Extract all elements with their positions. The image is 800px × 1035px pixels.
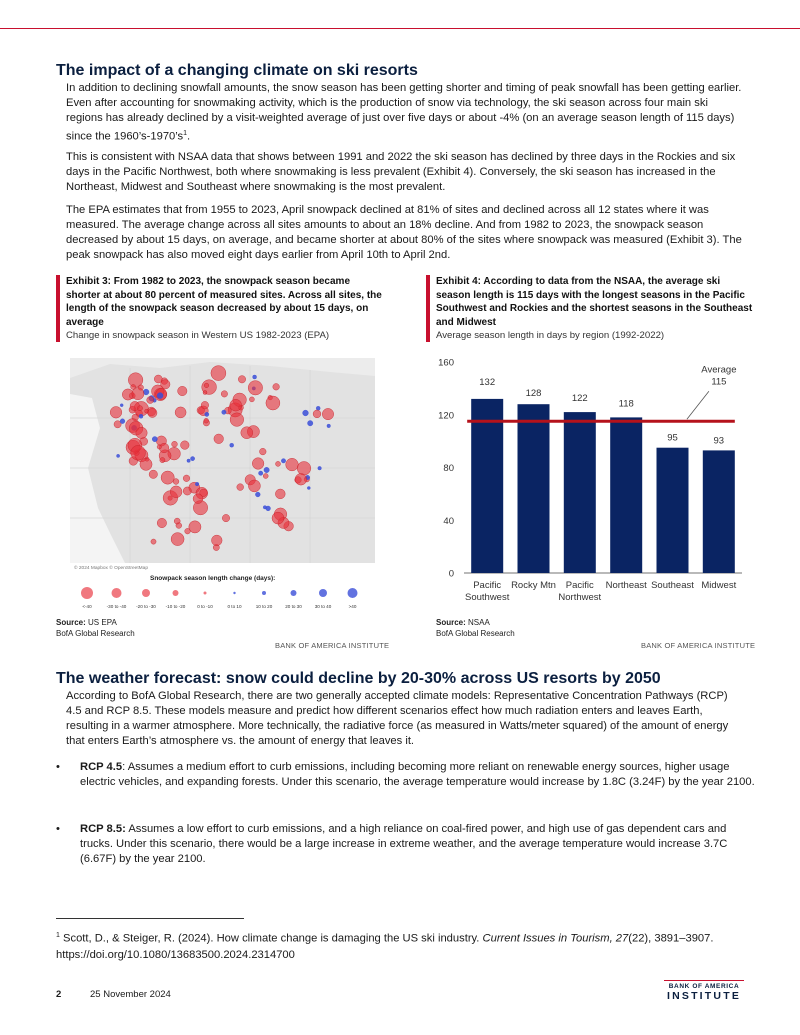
site-dot [303, 410, 309, 416]
site-dot [327, 424, 331, 428]
category-label: Northwest [558, 592, 602, 603]
legend-swatch [142, 589, 150, 597]
site-dot [161, 471, 174, 484]
site-dot [149, 470, 157, 478]
bar [703, 450, 735, 573]
site-dot [170, 486, 182, 498]
site-dot [316, 406, 320, 410]
bullet-dot: • [56, 823, 60, 835]
site-dot [157, 393, 163, 399]
legend-swatch [81, 587, 93, 599]
site-dot [308, 421, 313, 426]
category-label: Pacific [565, 580, 594, 591]
y-tick-label: 0 [448, 568, 454, 580]
section-heading-forecast: The weather forecast: snow could decline by 20-30% across US resorts by 2050 [56, 670, 661, 687]
site-dot [230, 413, 244, 427]
site-dot [266, 396, 280, 410]
site-dot [183, 475, 190, 482]
site-dot [273, 384, 280, 391]
source-text: NSAA [468, 618, 490, 627]
site-dot [172, 441, 178, 447]
legend-swatch [204, 592, 207, 595]
y-tick-label: 160 [438, 357, 454, 369]
bullet-label: RCP 4.5 [80, 761, 123, 773]
y-tick-label: 80 [443, 463, 454, 474]
site-dot [148, 408, 157, 417]
paragraph-4: According to BofA Global Research, there are two generally accepted climate models: Representative Concentration Pathways (RCP) 4.5 and RCP 8.5. These models measure and predict how different scenarios effect how much radiation enters and leaves Earth, resulting in a warmer atmosphere. More technically, the radiative force (as measured in Watts/meter squared) of the amount of energy that enters Earth’s atmosphere vs. the amount of energy that leaves it. [66, 690, 729, 747]
site-dot [204, 383, 209, 388]
exhibit-3-subtitle: Change in snowpack season in Western US 1982-2023 (EPA) [66, 330, 330, 341]
site-dot [286, 458, 299, 471]
site-dot [222, 514, 229, 521]
site-dot [120, 419, 125, 424]
legend-label: -10 to -20 [165, 604, 186, 609]
logo-line2: INSTITUTE [666, 990, 742, 1002]
site-dot [214, 434, 224, 444]
footnote-doi[interactable]: (22), 3891–3907. https://doi.org/10.1080/13683500.2024.2314700 [56, 932, 714, 961]
paragraph-1-text: In addition to declining snowfall amounts, the snow season has been getting shorter and timing of peak snowfall has been getting earlier. Even after accounting for snowmaking activity, which is the production of snow via technology, the ski season across four main ski regions has already declined by a visit-weighted average of just over five days or about -4% (on an average season length of 115 days) since the 1960’s-1970’s [66, 82, 742, 143]
footnote-rule [56, 918, 244, 919]
source-line2: BofA Global Research [56, 629, 135, 638]
site-dot [221, 391, 227, 397]
site-dot [318, 466, 322, 470]
site-dot [147, 397, 154, 404]
bar [657, 448, 689, 573]
site-dot [238, 376, 245, 383]
data-label: 128 [525, 388, 542, 400]
data-label: 93 [713, 435, 725, 447]
section-heading-climate: The impact of a changing climate on ski resorts [56, 62, 418, 79]
site-dot [241, 427, 253, 439]
bullet-rcp45 [56, 760, 756, 790]
legend-label: 0 to -10 [197, 604, 213, 609]
site-dot [187, 459, 190, 462]
legend-label: <-40 [82, 604, 92, 609]
page-number: 2 [56, 989, 62, 1000]
category-label: Pacific [473, 580, 502, 591]
site-dot [253, 375, 257, 379]
site-dot [152, 437, 157, 442]
site-dot [248, 480, 260, 492]
category-label: Southeast [651, 580, 694, 591]
site-dot [117, 454, 120, 457]
site-dot [313, 410, 321, 418]
legend-label: 10 to 20 [255, 604, 273, 609]
site-dot [263, 506, 266, 509]
site-dot [272, 512, 284, 524]
boa-institute-logo [664, 980, 744, 1002]
bar [610, 417, 642, 573]
site-dot [151, 539, 156, 544]
exhibit-4-institute: BANK OF AMERICA INSTITUTE [641, 641, 756, 650]
site-dot [154, 375, 162, 383]
site-dot [110, 407, 122, 419]
exhibit-3-institute: BANK OF AMERICA INSTITUTE [275, 641, 390, 650]
legend-title: Snowpack season length change (days): [150, 575, 276, 582]
site-dot [183, 487, 191, 495]
site-dot [230, 399, 242, 411]
legend-swatch [319, 589, 327, 597]
site-dot [174, 518, 180, 524]
footer-date: 25 November 2024 [90, 989, 171, 1000]
site-dot [297, 462, 311, 476]
site-dot [195, 482, 199, 486]
site-dot [276, 461, 281, 466]
site-dot [222, 410, 226, 414]
site-dot [264, 467, 269, 472]
site-dot [120, 404, 123, 407]
source-line2: BofA Global Research [436, 629, 515, 638]
site-dot [157, 445, 161, 449]
exhibit-3-title: Exhibit 3: From 1982 to 2023, the snowpack season became shorter at about 80 percent of measured sites. Across all sites, the length of the snowpack season decreased by about 15 days, on average [66, 276, 382, 328]
site-dot [132, 388, 144, 400]
site-dot [189, 521, 201, 533]
legend-swatch [291, 590, 297, 596]
legend-label: -20 to -30 [136, 604, 156, 609]
site-dot [181, 441, 190, 450]
site-dot [171, 533, 184, 546]
site-dot [203, 391, 207, 395]
site-dot [193, 494, 203, 504]
footnote-journal: Current Issues in Tourism, 27 [482, 932, 629, 945]
exhibit-4-title: Exhibit 4: According to data from the NSAA, the average ski season length is 115 days with the longest seasons in the Pacific Southwest and Rockies and the shortest seasons in the Southeast and Midwest [436, 276, 753, 328]
exhibit-3-source [56, 617, 135, 639]
data-label: 122 [571, 393, 588, 405]
site-dot [249, 397, 254, 402]
average-leader [687, 391, 709, 419]
site-dot [260, 448, 267, 455]
top-rule [0, 28, 800, 29]
site-dot [131, 445, 146, 460]
site-dot [255, 492, 260, 497]
site-dot [191, 457, 195, 461]
site-dot [204, 418, 209, 423]
data-label: 132 [479, 376, 496, 388]
legend-swatch [262, 591, 266, 595]
paragraph-1-end: . [187, 130, 191, 143]
site-dot [201, 401, 209, 409]
site-dot [230, 443, 234, 447]
footnote [56, 928, 746, 963]
bullet-text: Assumes a low effort to curb emissions, and a high reliance on coal-fired power, and high use of gas dependent cars and trucks. Under this scenario, there would be a large increase in extreme weather, and the average temperature would increase 3.7C (6.67F) by the year 2100. [80, 823, 728, 865]
paragraph-2: This is consistent with NSAA data that shows between 1991 and 2022 the ski season has declined by three days in the Rockies and six days in the Pacific Northwest, both where snowmaking is less prevalent (Exhibit 4). Conversely, the ski season has increased in the Northeast, Midwest and Southeast where snowmaking is the most prevalent. [66, 151, 736, 193]
site-dot [140, 458, 152, 470]
exhibit-4-header [426, 275, 756, 342]
exhibit-4-source [436, 617, 515, 639]
site-dot [185, 528, 191, 534]
site-dot [157, 518, 166, 527]
source-label: Source: [436, 618, 466, 627]
bullet-dot: • [56, 761, 60, 773]
site-dot [281, 459, 285, 463]
logo-line1: BANK OF AMERICA [664, 980, 744, 990]
legend-label: 0 to 10 [227, 604, 242, 609]
data-label: 95 [667, 432, 678, 444]
site-dot [205, 412, 209, 416]
bar [518, 404, 550, 573]
y-tick-label: 120 [438, 410, 454, 422]
bullet-text: Assumes a medium effort to curb emissions, including becoming more reliant on renewable energy sources, higher usage electric vehicles, and expanding forests. Under this scenario, the average temperature would increase by 1.8C (3.24F) by the year 2100. [80, 761, 755, 788]
y-tick-label: 40 [443, 515, 454, 527]
map-legend [81, 587, 358, 609]
legend-label: -30 to -40 [106, 604, 127, 609]
site-dot [139, 414, 143, 418]
legend-swatch [233, 592, 235, 594]
paragraph-1 [66, 81, 746, 145]
source-label: Source: [56, 618, 86, 627]
site-dot [178, 386, 187, 395]
site-dot [237, 484, 244, 491]
site-dot [137, 406, 142, 411]
source-text: US EPA [88, 618, 117, 627]
average-label: Average [701, 364, 737, 376]
legend-swatch [112, 588, 122, 598]
site-dot [322, 408, 333, 419]
legend-label: >40 [348, 604, 357, 609]
site-dot [248, 381, 262, 395]
site-dot [295, 474, 307, 486]
category-label: Rocky Mtn [511, 580, 556, 591]
bullet-sep: : [122, 761, 128, 773]
category-label: Northeast [605, 580, 647, 591]
site-dot [252, 458, 264, 470]
paragraph-3: The EPA estimates that from 1955 to 2023, April snowpack declined at 81% of sites and declined across all 12 states where it was measured. The average change across all sites amounts to about an 18% decline. And from 1982 to 2023, the snowpack season decreased by about 15 days, on average, and became shorter at about 80% of the sites where snowpack was measured (Exhibit 3). The peak snowpack has also moved eight days earlier from April 10th to April 2nd. [66, 204, 742, 261]
site-dot [173, 479, 179, 485]
footnote-text: Scott, D., & Steiger, R. (2024). How climate change is damaging the US ski industry. [59, 932, 483, 945]
data-label: 118 [618, 398, 634, 410]
category-label: Midwest [701, 580, 737, 591]
season-length-chart [426, 352, 756, 610]
footnote-ref[interactable]: 1 [183, 130, 188, 137]
site-dot [160, 458, 165, 463]
site-dot [263, 474, 268, 479]
bar [564, 412, 596, 573]
category-label: Southwest [465, 592, 510, 603]
bullet-label: RCP 8.5: [80, 823, 126, 835]
average-label: 115 [711, 376, 727, 388]
site-dot [175, 407, 186, 418]
snowpack-map [70, 358, 375, 613]
site-dot [136, 427, 147, 438]
legend-swatch [173, 590, 179, 596]
site-dot [307, 487, 310, 490]
exhibit-3-header [56, 275, 386, 342]
site-dot [259, 471, 263, 475]
site-dot [212, 535, 223, 546]
legend-label: 30 to 40 [314, 604, 332, 609]
legend-label: 20 to 30 [285, 604, 302, 609]
bullet-rcp85 [56, 822, 756, 867]
footnote-number: 1 [56, 932, 60, 939]
site-dot [275, 489, 285, 499]
exhibit-4-subtitle: Average season length in days by region (1992-2022) [436, 330, 665, 341]
map-credit: © 2024 Mapbox © OpenStreetMap [74, 566, 149, 571]
site-dot [145, 409, 149, 413]
site-dot [211, 366, 226, 381]
bar [471, 399, 503, 573]
legend-swatch [348, 588, 358, 598]
